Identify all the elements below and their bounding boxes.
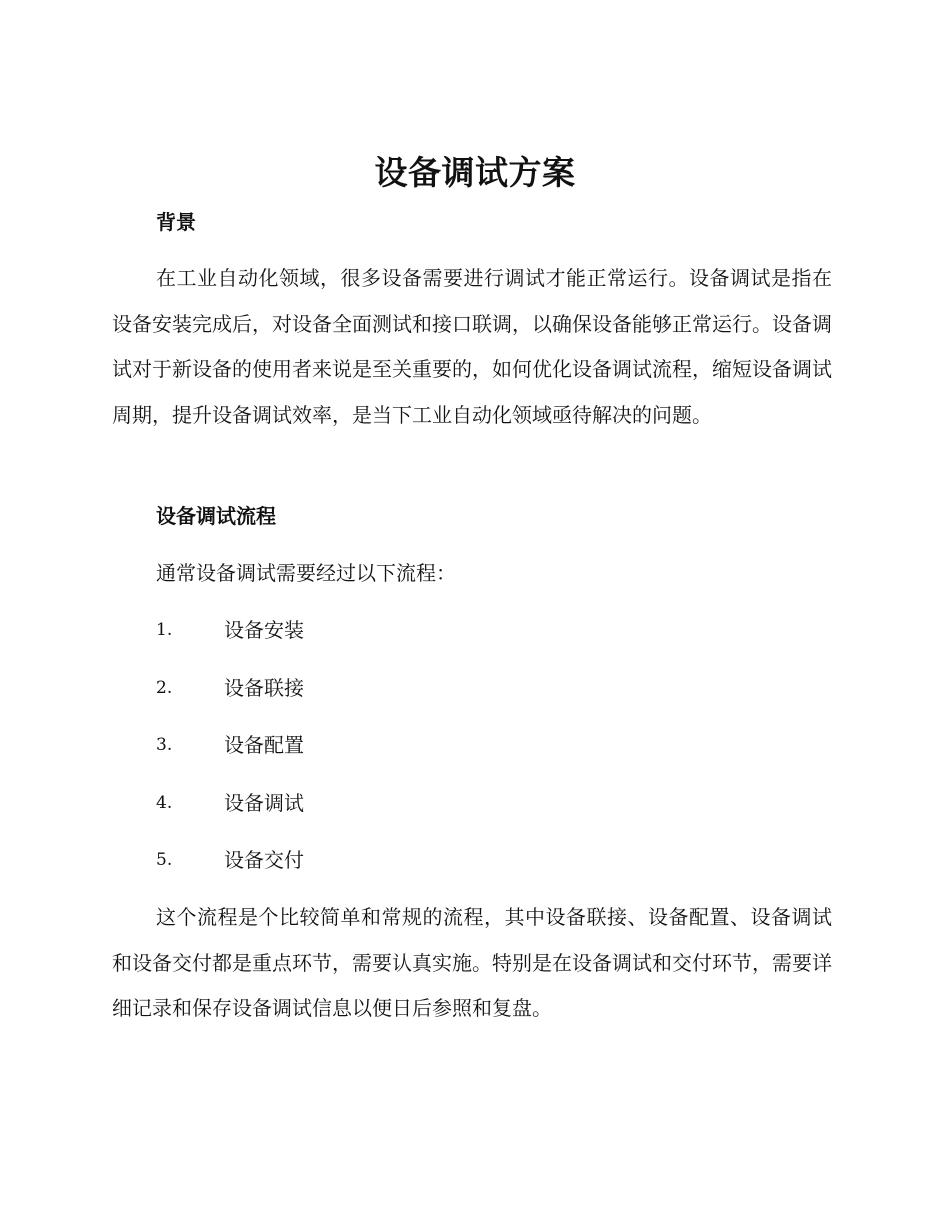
step-label: 设备配置 <box>224 733 304 757</box>
conclusion-paragraph: 这个流程是个比较简单和常规的流程，其中设备联接、设备配置、设备调试和设备交付都是重点环节，需要认真实施。特别是在设备调试和交付环节，需要详细记录和保存设备调试信息以便日后参照和复盘。 <box>112 905 832 1020</box>
step-number: 2. <box>156 677 173 698</box>
document-title: 设备调试方案 <box>374 153 576 192</box>
step-label: 设备安装 <box>224 618 304 642</box>
step-label: 设备联接 <box>224 675 304 700</box>
step-label: 设备调试 <box>224 790 304 815</box>
process-intro: 通常设备调试需要经过以下流程： <box>156 561 456 585</box>
step-number: 1. <box>156 620 173 640</box>
step-number: 4. <box>156 792 173 813</box>
section-heading-background: 背景 <box>156 210 196 234</box>
step-label: 设备交付 <box>224 848 304 872</box>
background-paragraph: 在工业自动化领域，很多设备需要进行调试才能正常运行。设备调试是指在设备安装完成后，对设备全面测试和接口联调，以确保设备能够正常运行。设备调试对于新设备的使用者来说是至关重要的，如何优化设备调试流程，缩短设备调试周期，提升设备调试效率，是当下工业自动化领域亟待解决的问题。 <box>112 266 832 427</box>
step-number: 3. <box>156 735 173 755</box>
section-heading-process: 设备调试流程 <box>156 504 276 528</box>
step-number: 5. <box>156 850 173 870</box>
